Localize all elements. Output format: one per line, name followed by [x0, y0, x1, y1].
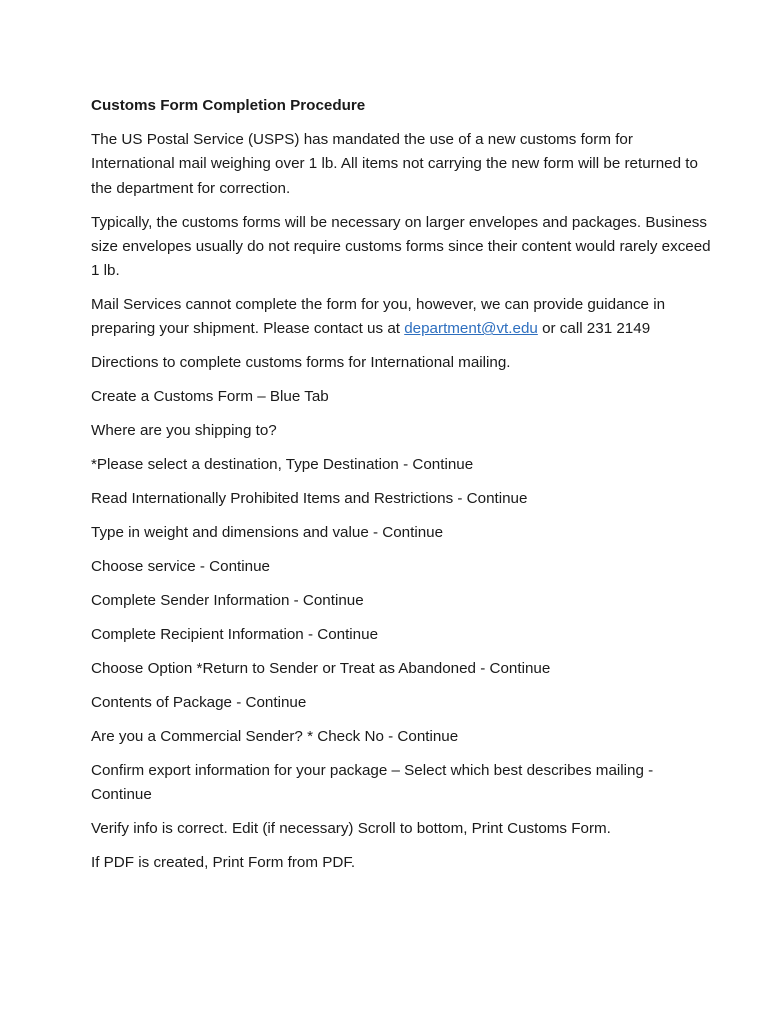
step-item: Confirm export information for your package – Select which best describes mailing - Continue — [91, 762, 654, 804]
step-item: Choose Option *Return to Sender or Treat as Abandoned - Continue — [91, 660, 551, 678]
document-page — [91, 94, 711, 885]
document-title: Customs Form Completion Procedure — [91, 97, 366, 114]
intro-paragraph: The US Postal Service (USPS) has mandated the use of a new customs form for International mail weighing over 1 lb. All items not carrying the new form will be returned to the department for correction. — [91, 131, 698, 197]
contact-text-after-link: or call 231 2149 — [537, 320, 651, 338]
typical-paragraph: Typically, the customs forms will be necessary on larger envelopes and packages. Business size envelopes usually do not require customs forms since their content would rarely exceed 1 lb. — [91, 213, 711, 280]
step-item: Type in weight and dimensions and value - Continue — [91, 524, 444, 542]
step-item: Read Internationally Prohibited Items and Restrictions - Continue — [91, 490, 528, 508]
step-item: If PDF is created, Print Form from PDF. — [91, 854, 356, 872]
step-item: Complete Recipient Information - Continue — [91, 626, 379, 644]
step-item: Complete Sender Information - Continue — [91, 592, 364, 610]
contact-paragraph — [91, 293, 711, 341]
step-item: Verify info is correct. Edit (if necessary) Scroll to bottom, Print Customs Form. — [91, 820, 611, 838]
directions-heading: Directions to complete customs forms for International mailing. — [91, 354, 511, 372]
steps-list — [91, 385, 711, 875]
step-item: Are you a Commercial Sender? * Check No - Continue — [91, 728, 459, 746]
step-item: Create a Customs Form – Blue Tab — [91, 388, 329, 406]
email-link[interactable]: department@vt.edu — [404, 320, 538, 338]
step-item: *Please select a destination, Type Destination - Continue — [91, 456, 474, 474]
contact-text-before-link: Mail Services cannot complete the form for you, however, we can provide guidance in preparing your shipment. Please contact us at — [91, 296, 666, 338]
step-item: Where are you shipping to? — [91, 422, 277, 440]
step-item: Contents of Package - Continue — [91, 694, 307, 712]
step-item: Choose service - Continue — [91, 558, 270, 576]
